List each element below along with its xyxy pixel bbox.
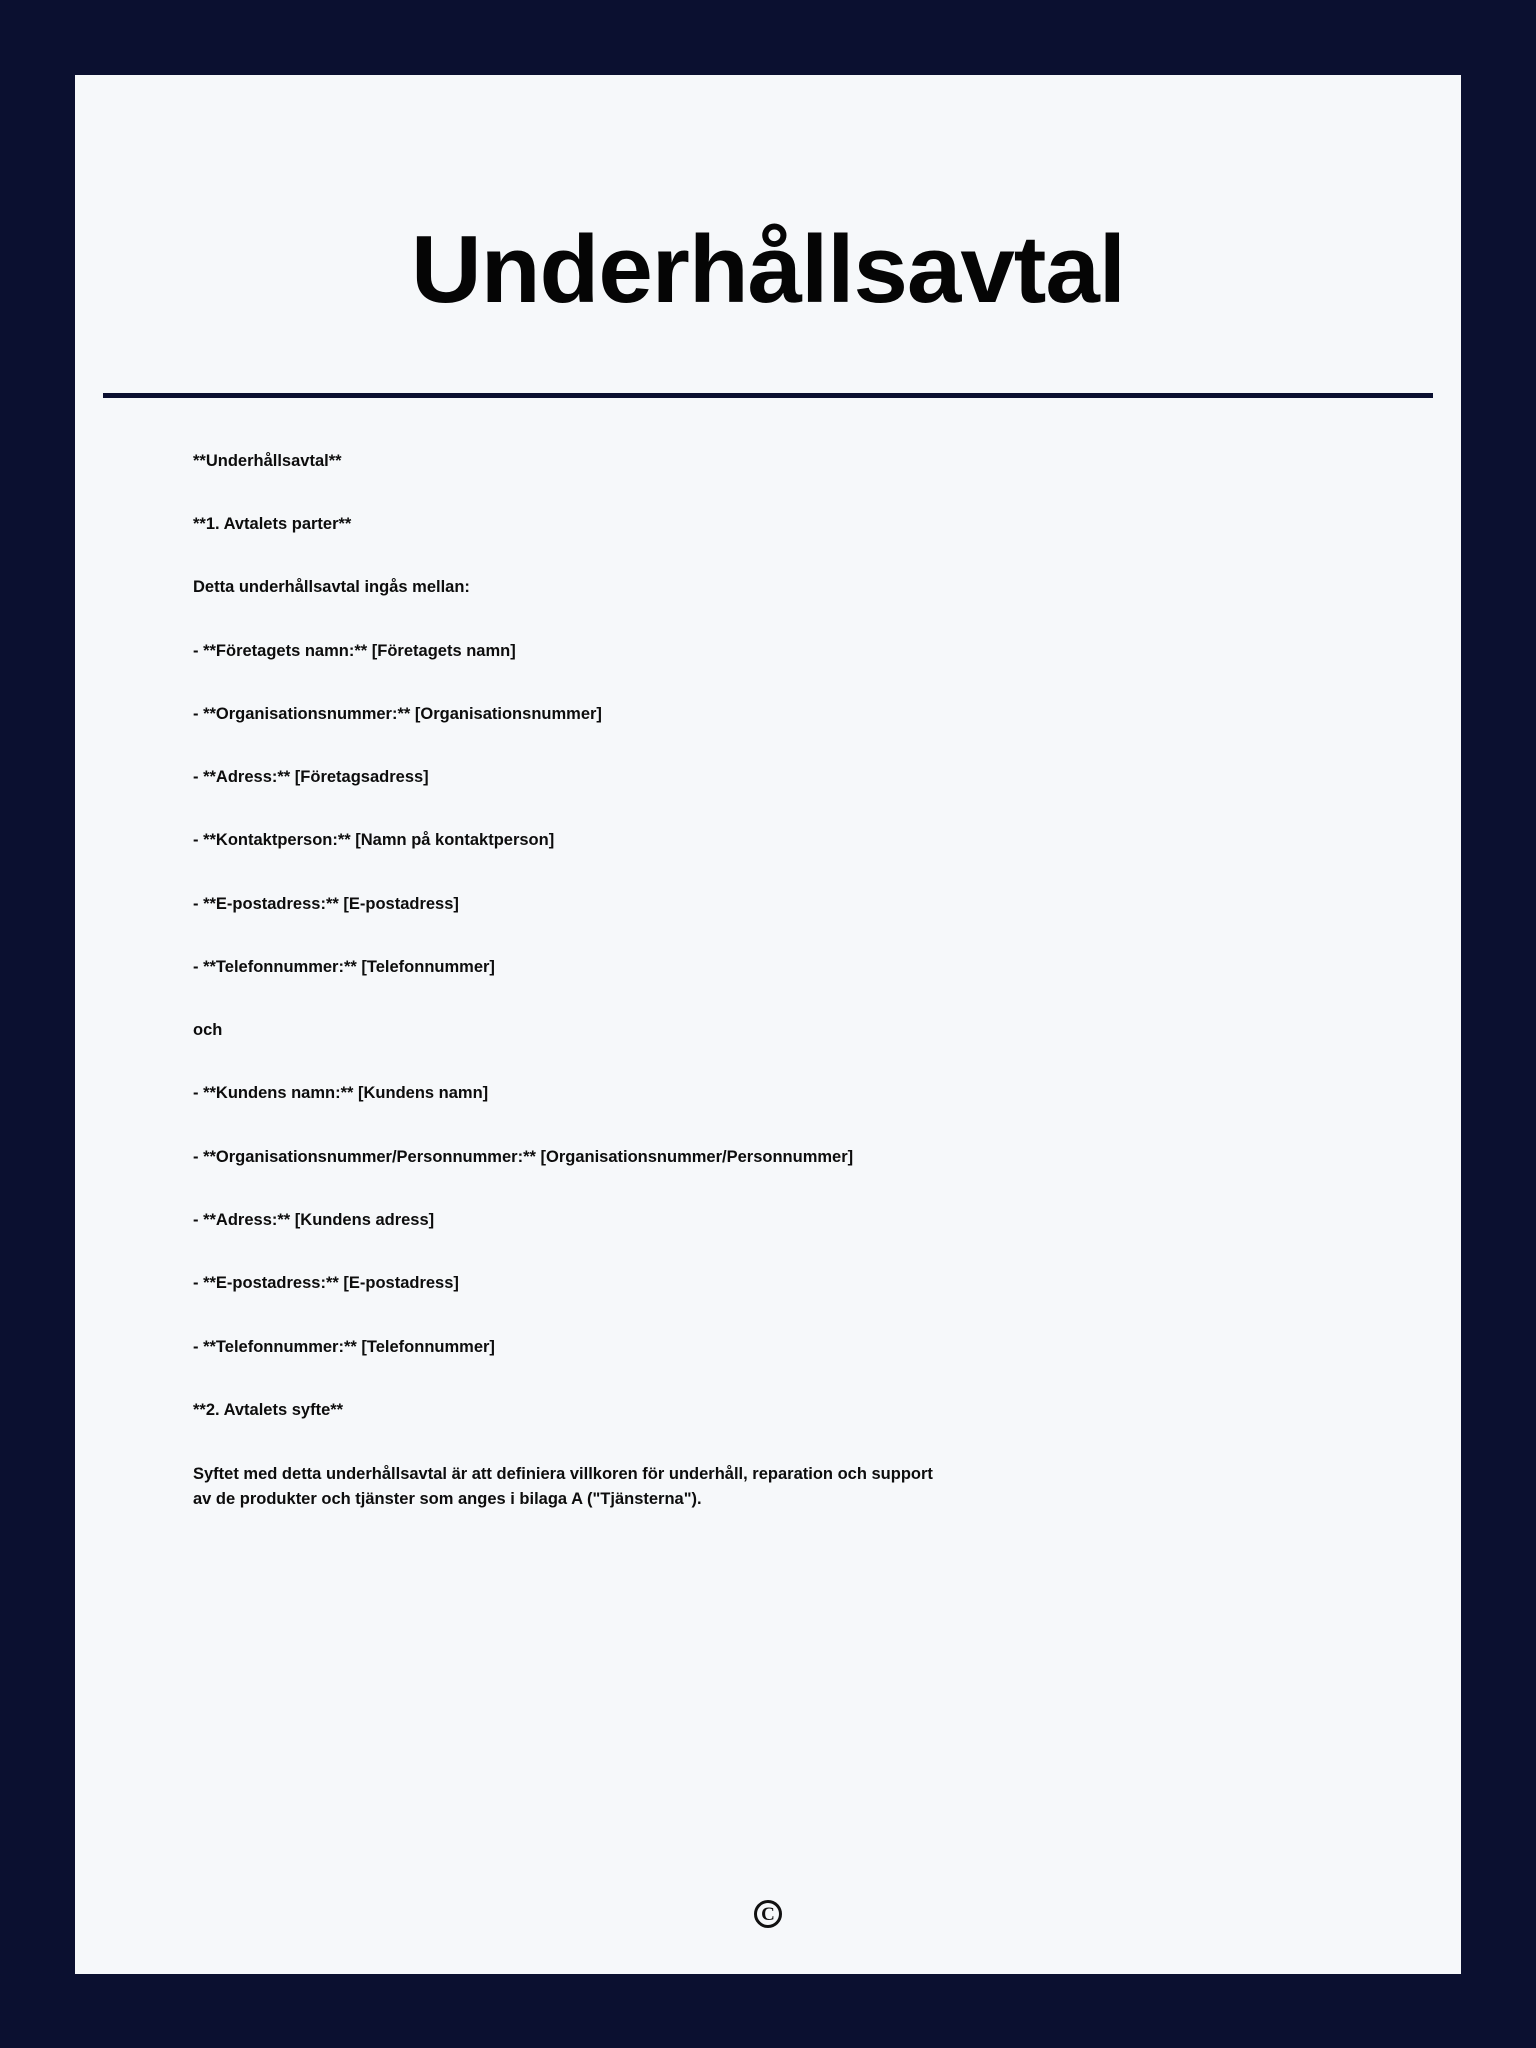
- body-line-customer-org-or-personal-number: - **Organisationsnummer/Personnummer:** [Organisationsnummer/Personnummer]: [193, 1147, 854, 1166]
- body-line-section-1-heading: **1. Avtalets parter**: [193, 515, 352, 534]
- document-body: [75, 398, 1461, 1512]
- page-title: Underhållsavtal: [411, 216, 1125, 323]
- body-line-section-2-heading: **2. Avtalets syfte**: [193, 1400, 344, 1419]
- body-line-customer-email: - **E-postadress:** [E-postadress]: [193, 1274, 459, 1293]
- body-line-company-address: - **Adress:** [Företagsadress]: [193, 768, 429, 787]
- body-line-document-heading: **Underhållsavtal**: [193, 451, 342, 470]
- body-line-company-name: - **Företagets namn:** [Företagets namn]: [193, 641, 516, 660]
- body-line-conjunction-och: och: [193, 1021, 223, 1040]
- body-line-customer-phone: - **Telefonnummer:** [Telefonnummer]: [193, 1337, 495, 1356]
- body-line-company-phone: - **Telefonnummer:** [Telefonnummer]: [193, 957, 495, 976]
- copyright-icon: C: [754, 1900, 782, 1928]
- body-line-company-contact-person: - **Kontaktperson:** [Namn på kontaktperson]: [193, 831, 555, 850]
- page-footer: [75, 1900, 1461, 1928]
- body-line-customer-address: - **Adress:** [Kundens adress]: [193, 1210, 435, 1229]
- body-line-section-2-paragraph: Syftet med detta underhållsavtal är att definiera villkoren för underhåll, reparation och support av de produkter och tjänster som anges i bilaga A ("Tjänsterna").: [193, 1465, 938, 1508]
- body-line-customer-name: - **Kundens namn:** [Kundens namn]: [193, 1084, 489, 1103]
- title-block: [75, 75, 1461, 398]
- body-line-company-org-number: - **Organisationsnummer:** [Organisationsnummer]: [193, 704, 602, 723]
- body-line-intro: Detta underhållsavtal ingås mellan:: [193, 578, 470, 597]
- document-page: [75, 75, 1461, 1974]
- body-line-company-email: - **E-postadress:** [E-postadress]: [193, 894, 459, 913]
